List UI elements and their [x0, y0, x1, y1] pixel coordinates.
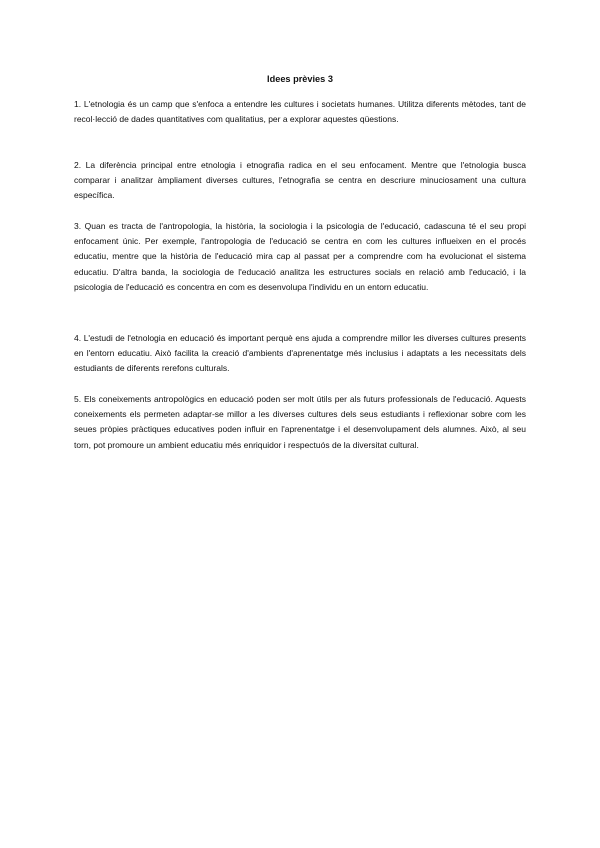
paragraph-3: 3. Quan es tracta de l'antropologia, la història, la sociologia i la psicologia de l'educació, cadascuna té el seu propi enfocament únic. Per exemple, l'antropologia de l'educació se centra en com les cultures influeixen en el procés educatiu, mentre que la història de l'educació mira cap al passat per a comprendre com ha evolucionat el sistema educatiu. D'altra banda, la sociologia de l'educació analitza les estructures socials en relació amb l'educació, i la psicologia de l'educació es concentra en com es desenvolupa l'individu en un entorn educatiu. — [74, 221, 526, 292]
paragraph-4: 4. L'estudi de l'etnologia en educació és important perquè ens ajuda a comprendre millor les diverses cultures presents en l'entorn educatiu. Això facilita la creació d'ambients d'aprenentatge més inclusius i adaptats a les necessitats dels estudiants de diferents rerefons culturals. — [74, 333, 526, 374]
paragraph-1: 1. L'etnologia és un camp que s'enfoca a entendre les cultures i societats humanes. Utilitza diferents mètodes, tant de recol·lecció de dades quantitatives com qualitatius, per a explorar aquestes qüestions. — [74, 99, 526, 125]
paragraph-2: 2. La diferència principal entre etnologia i etnografia radica en el seu enfocament. Mentre que l'etnologia busca comparar i analitzar àmpliament diverses cultures, l'etnografia se centra en descriure minuciosament una cultura específica. — [74, 160, 526, 201]
paragraph-5: 5. Els coneixements antropològics en educació poden ser molt útils per als futurs professionals de l'educació. Aquests coneixements els permeten adaptar-se millor a les diverses cultures dels seus estudiants i reflexionar sobre com les seues pròpies pràctiques educatives poden influir en l'aprenentatge i el desenvolupament dels alumnes. Això, al seu torn, pot promoure un ambient educatiu més enriquidor i respectuós de la diversitat cultural. — [74, 394, 526, 450]
document-title: Idees prèvies 3 — [267, 74, 333, 84]
